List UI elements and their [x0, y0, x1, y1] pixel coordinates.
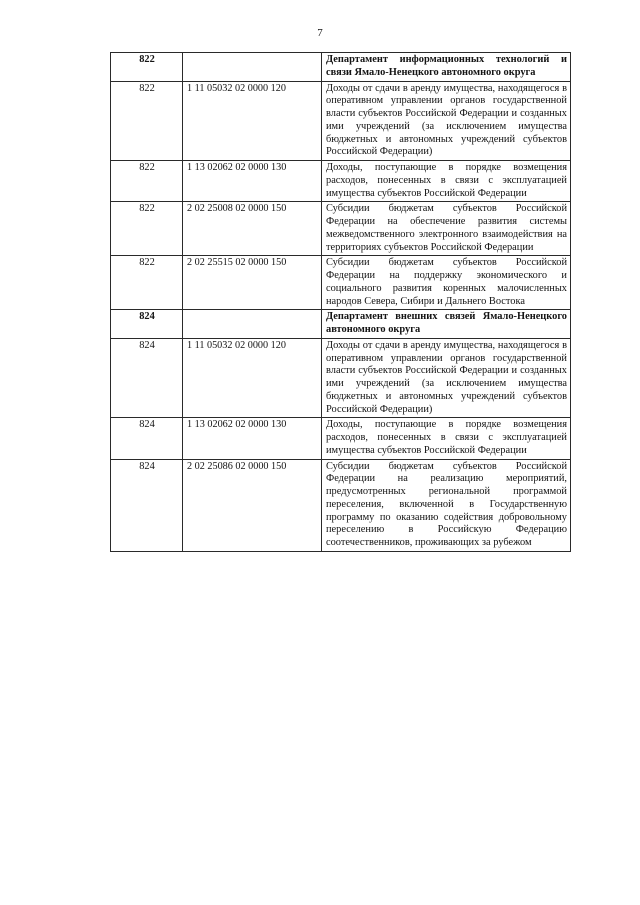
- department-name-cell: Департамент информационных технологий и связи Ямало-Ненецкого автономного округа: [322, 53, 571, 82]
- department-name-cell: Департамент внешних связей Ямало-Ненецкого автономного округа: [322, 310, 571, 339]
- table-row: [111, 202, 571, 256]
- budget-code-cell: [183, 310, 322, 339]
- admin-code-cell: 824: [111, 418, 183, 459]
- budget-code-cell: 2 02 25008 02 0000 150: [183, 202, 322, 256]
- budget-code-cell: 1 11 05032 02 0000 120: [183, 338, 322, 418]
- admin-code-cell: 822: [111, 161, 183, 202]
- table-row: [111, 81, 571, 161]
- admin-code-cell: 824: [111, 338, 183, 418]
- revenue-name-cell: Доходы от сдачи в аренду имущества, находящегося в оперативном управлении органов государственной власти субъектов Российской Федерации и созданных ими учреждений (за исключением имущества бюджетных и автономных учреждений субъектов Российской Федерации): [322, 338, 571, 418]
- admin-code-cell: 824: [111, 459, 183, 551]
- budget-code-cell: 1 13 02062 02 0000 130: [183, 161, 322, 202]
- budget-code-cell: [183, 53, 322, 82]
- revenue-name-cell: Субсидии бюджетам субъектов Российской Федерации на реализацию мероприятий, предусмотренных региональной программой переселения, включенной в Государственную программу по оказанию содействия добровольному переселению в Российскую Федерацию соотечественников, проживающих за рубежом: [322, 459, 571, 551]
- admin-code-cell: 824: [111, 310, 183, 339]
- admin-code-cell: 822: [111, 81, 183, 161]
- revenue-name-cell: Субсидии бюджетам субъектов Российской Федерации на обеспечение развития системы межведомственного электронного взаимодействия на территориях субъектов Российской Федерации: [322, 202, 571, 256]
- table-row: [111, 338, 571, 418]
- table-row: [111, 256, 571, 310]
- revenue-name-cell: Доходы от сдачи в аренду имущества, находящегося в оперативном управлении органов государственной власти субъектов Российской Федерации и созданных ими учреждений (за исключением имущества бюджетных и автономных учреждений субъектов Российской Федерации): [322, 81, 571, 161]
- admin-code-cell: 822: [111, 53, 183, 82]
- revenue-codes-table: [110, 52, 571, 552]
- page-number: 7: [317, 27, 323, 39]
- department-heading-row: [111, 310, 571, 339]
- table-row: [111, 418, 571, 459]
- revenue-name-cell: Доходы, поступающие в порядке возмещения расходов, понесенных в связи с эксплуатацией имущества субъектов Российской Федерации: [322, 161, 571, 202]
- revenue-name-cell: Субсидии бюджетам субъектов Российской Федерации на поддержку экономического и социального развития коренных малочисленных народов Севера, Сибири и Дальнего Востока: [322, 256, 571, 310]
- department-heading-row: [111, 53, 571, 82]
- budget-code-cell: 1 13 02062 02 0000 130: [183, 418, 322, 459]
- budget-code-cell: 2 02 25515 02 0000 150: [183, 256, 322, 310]
- table-row: [111, 161, 571, 202]
- admin-code-cell: 822: [111, 202, 183, 256]
- budget-code-cell: 1 11 05032 02 0000 120: [183, 81, 322, 161]
- budget-code-cell: 2 02 25086 02 0000 150: [183, 459, 322, 551]
- table-row: [111, 459, 571, 551]
- revenue-name-cell: Доходы, поступающие в порядке возмещения расходов, понесенных в связи с эксплуатацией имущества субъектов Российской Федерации: [322, 418, 571, 459]
- admin-code-cell: 822: [111, 256, 183, 310]
